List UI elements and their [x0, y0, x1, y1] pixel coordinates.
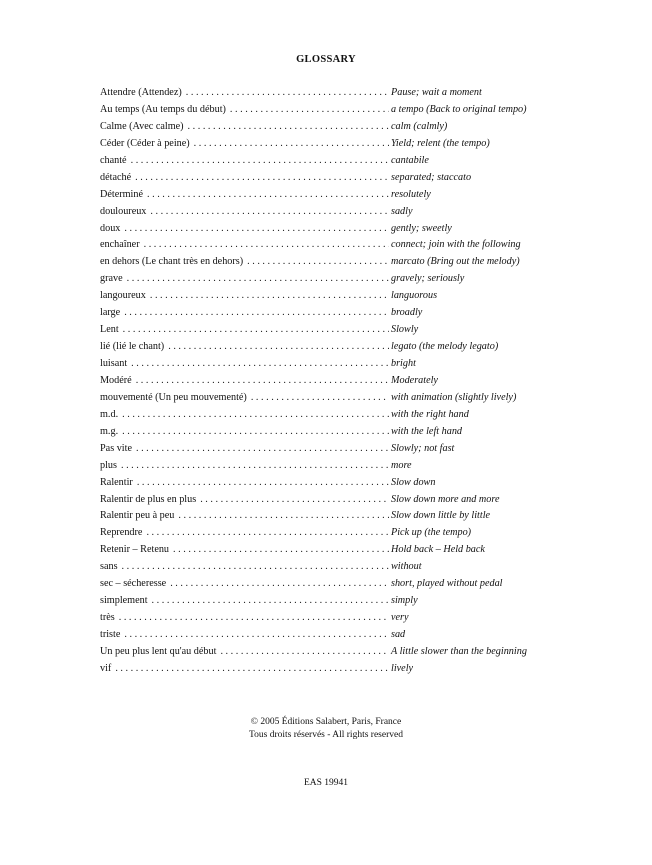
glossary-definition: cantabile	[391, 154, 429, 166]
glossary-term: mouvementé (Un peu mouvementé)	[100, 391, 247, 403]
dot-leader	[152, 593, 389, 610]
glossary-term: détaché	[100, 171, 132, 183]
dot-leader	[136, 373, 389, 390]
glossary-entry	[100, 593, 552, 610]
glossary-term-cell	[100, 542, 389, 559]
glossary-term-cell	[100, 492, 389, 509]
glossary-entry	[100, 492, 552, 509]
glossary-term: Ralentir peu à peu	[100, 510, 175, 522]
glossary-term: Lent	[100, 324, 119, 336]
glossary-term: Modéré	[100, 374, 132, 386]
glossary-term-cell	[100, 288, 389, 305]
glossary-definition: with the left hand	[391, 425, 463, 437]
glossary-term-cell	[100, 458, 389, 475]
glossary-list	[100, 85, 552, 678]
glossary-entry	[100, 458, 552, 475]
dot-leader	[194, 136, 389, 153]
glossary-term-cell	[100, 187, 389, 204]
glossary-term: triste	[100, 629, 121, 640]
glossary-term-cell	[100, 119, 389, 136]
glossary-definition: very	[391, 612, 409, 624]
glossary-definition: Slowly	[391, 324, 419, 336]
dot-leader	[124, 221, 389, 238]
glossary-definition: with animation (slightly lively)	[391, 391, 517, 403]
glossary-definition: Hold back – Held back	[391, 544, 485, 556]
glossary-entry	[100, 525, 552, 542]
glossary-term-cell	[100, 610, 389, 627]
glossary-definition: A little slower than the beginning	[391, 645, 527, 657]
glossary-entry	[100, 187, 552, 204]
glossary-term: langoureux	[100, 290, 146, 302]
glossary-term: sec – sécheresse	[100, 578, 167, 590]
glossary-definition: broadly	[391, 307, 423, 319]
glossary-term: Pas vite	[100, 442, 132, 454]
dot-leader	[137, 475, 389, 492]
glossary-entry	[100, 644, 552, 661]
glossary-term: large	[100, 307, 121, 319]
glossary-definition: with the right hand	[391, 408, 469, 420]
dot-leader	[247, 254, 389, 271]
glossary-entry	[100, 271, 552, 288]
glossary-term: en dehors (Le chant très en dehors)	[100, 256, 244, 268]
glossary-entry	[100, 237, 552, 254]
glossary-term-cell	[100, 475, 389, 492]
glossary-entry	[100, 475, 552, 492]
glossary-entry	[100, 322, 552, 339]
glossary-term-cell	[100, 559, 389, 576]
dot-leader	[186, 85, 389, 102]
glossary-term-cell	[100, 305, 389, 322]
glossary-entry	[100, 254, 552, 271]
dot-leader	[136, 441, 389, 458]
glossary-entry	[100, 339, 552, 356]
dot-leader	[122, 559, 389, 576]
dot-leader	[251, 390, 389, 407]
copyright-notice	[0, 716, 652, 742]
glossary-term-cell	[100, 390, 389, 407]
glossary-term-cell	[100, 271, 389, 288]
glossary-term: lié (lié le chant)	[100, 341, 165, 353]
dot-leader	[115, 661, 389, 678]
glossary-term-cell	[100, 237, 389, 254]
dot-leader	[150, 204, 389, 221]
dot-leader	[168, 339, 389, 356]
dot-leader	[200, 492, 389, 509]
glossary-term: Calme (Avec calme)	[100, 120, 184, 132]
dot-leader	[127, 271, 389, 288]
page-title: GLOSSARY	[296, 54, 356, 65]
glossary-term: plus	[100, 459, 117, 471]
glossary-definition: Slowly; not fast	[391, 442, 455, 454]
dot-leader	[122, 424, 389, 441]
glossary-term: vif	[100, 662, 112, 674]
glossary-term-cell	[100, 576, 389, 593]
glossary-definition: without	[391, 561, 422, 573]
glossary-term-cell	[100, 661, 389, 678]
glossary-term: Retenir – Retenu	[100, 544, 170, 556]
glossary-entry	[100, 153, 552, 170]
dot-leader	[123, 322, 389, 339]
glossary-definition: Slow down more and more	[391, 493, 500, 505]
glossary-term-cell	[100, 593, 389, 610]
glossary-term-cell	[100, 254, 389, 271]
dot-leader	[122, 407, 389, 424]
glossary-definition: Pause; wait a moment	[391, 87, 482, 98]
dot-leader	[135, 170, 389, 187]
glossary-definition: Pick up (the tempo)	[391, 527, 472, 539]
glossary-term: Attendre (Attendez)	[100, 87, 182, 98]
glossary-entry	[100, 424, 552, 441]
glossary-term: Un peu plus lent qu'au début	[100, 645, 217, 657]
glossary-term: douloureux	[100, 205, 147, 217]
glossary-term-cell	[100, 627, 389, 644]
glossary-term: doux	[100, 222, 121, 234]
glossary-term-cell	[100, 322, 389, 339]
glossary-term: luisant	[100, 358, 128, 369]
glossary-term: sans	[100, 561, 118, 573]
dot-leader	[170, 576, 389, 593]
glossary-definition: Slow down	[391, 476, 436, 488]
glossary-term: enchaîner	[100, 239, 140, 251]
glossary-definition: marcato (Bring out the melody)	[391, 256, 520, 268]
glossary-entry	[100, 356, 552, 373]
glossary-entry	[100, 102, 552, 119]
glossary-term-cell	[100, 136, 389, 153]
glossary-term: Reprendre	[100, 527, 143, 539]
glossary-definition: languorous	[391, 290, 438, 302]
glossary-term-cell	[100, 221, 389, 238]
glossary-entry	[100, 627, 552, 644]
glossary-term: très	[100, 612, 115, 624]
glossary-definition: simply	[391, 595, 418, 607]
glossary-term-cell	[100, 85, 389, 102]
glossary-term-cell	[100, 339, 389, 356]
dot-leader	[121, 458, 389, 475]
glossary-entry	[100, 390, 552, 407]
glossary-entry	[100, 221, 552, 238]
glossary-term-cell	[100, 508, 389, 525]
dot-leader	[230, 102, 389, 119]
dot-leader	[144, 237, 389, 254]
glossary-term: chanté	[100, 154, 127, 166]
glossary-definition: resolutely	[391, 188, 431, 200]
dot-leader	[147, 187, 389, 204]
glossary-definition: bright	[391, 358, 416, 369]
glossary-term: Céder (Céder à peine)	[100, 137, 190, 149]
glossary-term-cell	[100, 356, 389, 373]
glossary-definition: calm (calmly)	[391, 120, 448, 132]
glossary-definition: sadly	[391, 205, 413, 217]
glossary-definition: Yield; relent (the tempo)	[391, 137, 490, 149]
glossary-definition: more	[391, 459, 412, 471]
glossary-definition: legato (the melody legato)	[391, 341, 499, 353]
glossary-definition: gently; sweetly	[391, 222, 452, 234]
glossary-entry	[100, 610, 552, 627]
glossary-entry	[100, 661, 552, 678]
dot-leader	[150, 288, 389, 305]
glossary-entry	[100, 204, 552, 221]
glossary-entry	[100, 170, 552, 187]
glossary-term-cell	[100, 407, 389, 424]
dot-leader	[146, 525, 389, 542]
glossary-term-cell	[100, 204, 389, 221]
glossary-entry	[100, 85, 552, 102]
glossary-entry	[100, 288, 552, 305]
glossary-entry	[100, 373, 552, 390]
dot-leader	[188, 119, 389, 136]
rights-line: Tous droits réservés - All rights reserved	[249, 730, 403, 740]
glossary-term-cell	[100, 424, 389, 441]
glossary-entry	[100, 559, 552, 576]
dot-leader	[131, 356, 389, 373]
glossary-entry	[100, 508, 552, 525]
glossary-term-cell	[100, 170, 389, 187]
glossary-term-cell	[100, 644, 389, 661]
copyright-line: © 2005 Éditions Salabert, Paris, France	[250, 717, 402, 727]
glossary-definition: a tempo (Back to original tempo)	[391, 103, 527, 115]
glossary-term: Déterminé	[100, 188, 143, 200]
dot-leader	[124, 627, 389, 644]
glossary-term-cell	[100, 102, 389, 119]
dot-leader	[124, 305, 389, 322]
catalog-number: EAS 19941	[303, 778, 349, 788]
glossary-entry	[100, 407, 552, 424]
dot-leader	[131, 153, 389, 170]
glossary-definition: lively	[391, 662, 414, 674]
glossary-definition: separated; staccato	[391, 171, 472, 183]
glossary-term: m.d.	[100, 408, 119, 420]
glossary-entry	[100, 542, 552, 559]
glossary-definition: sad	[391, 629, 406, 640]
glossary-entry	[100, 305, 552, 322]
glossary-entry	[100, 441, 552, 458]
glossary-term: simplement	[100, 595, 148, 607]
glossary-term: m.g.	[100, 425, 119, 437]
dot-leader	[173, 542, 389, 559]
glossary-term-cell	[100, 525, 389, 542]
glossary-term: Au temps (Au temps du début)	[100, 103, 226, 115]
glossary-term: Ralentir de plus en plus	[100, 493, 197, 505]
glossary-term-cell	[100, 373, 389, 390]
glossary-entry	[100, 119, 552, 136]
glossary-term-cell	[100, 153, 389, 170]
dot-leader	[220, 644, 389, 661]
glossary-definition: Moderately	[391, 374, 438, 386]
glossary-term: grave	[100, 273, 123, 285]
dot-leader	[178, 508, 389, 525]
glossary-definition: connect; join with the following	[391, 239, 521, 251]
glossary-definition: gravely; seriously	[391, 273, 465, 285]
glossary-definition: Slow down little by little	[391, 510, 491, 522]
dot-leader	[119, 610, 389, 627]
glossary-entry	[100, 136, 552, 153]
glossary-definition: short, played without pedal	[391, 578, 503, 590]
glossary-entry	[100, 576, 552, 593]
glossary-term-cell	[100, 441, 389, 458]
glossary-term: Ralentir	[100, 476, 133, 488]
